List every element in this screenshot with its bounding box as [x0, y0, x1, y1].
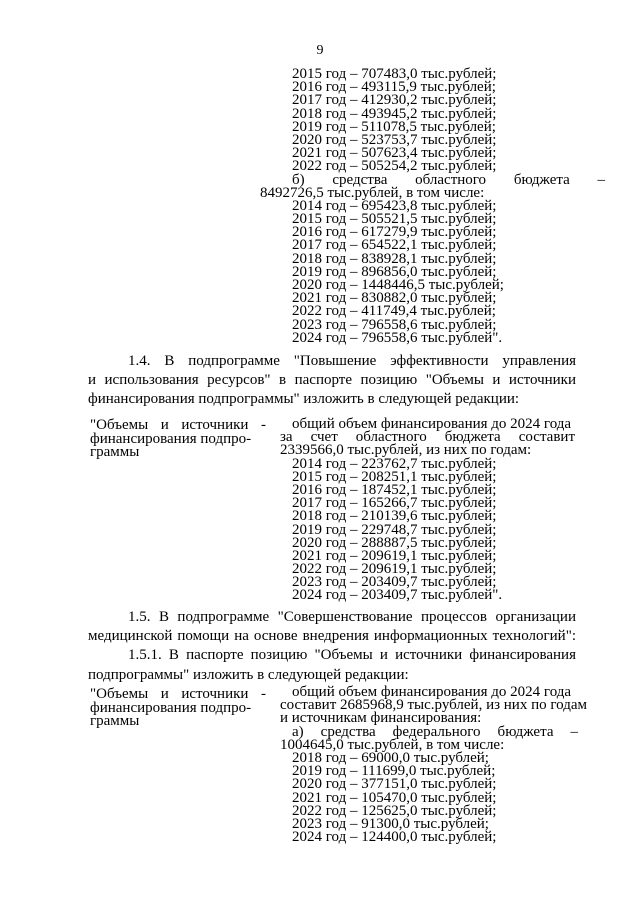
description-line: 2339566,0 тыс.рублей, из них по годам:: [280, 442, 532, 459]
paragraph-line: медицинской помощи на основе внедрения информационных технологий":: [88, 628, 576, 645]
list-item: 2018 год – 210139,6 тыс.рублей;: [292, 508, 497, 525]
list-item: 2014 год – 223762,7 тыс.рублей;: [292, 455, 497, 472]
list-item: 2022 год – 209619,1 тыс.рублей;: [292, 561, 497, 578]
list-item: 2020 год – 523753,7 тыс.рублей;: [292, 131, 497, 148]
paragraph-1-4: [88, 352, 576, 410]
list-item: 2018 год – 838928,1 тыс.рублей;: [292, 250, 497, 267]
paragraph-line: и использования ресурсов" в паспорте позицию "Объемы и источники: [88, 372, 576, 389]
funding-description: [280, 418, 575, 603]
page-number: 9: [316, 43, 324, 58]
description-line: и источникам финансирования:: [280, 710, 482, 727]
label-line: "Объемы и источники -: [90, 417, 266, 433]
passport-label: [90, 688, 266, 729]
list-item: 2020 год – 288887,5 тыс.рублей;: [292, 534, 497, 551]
label-line: финансирования подпро-: [90, 699, 252, 716]
federal-budget-heading: а) средства федерального бюджета –: [292, 723, 578, 740]
list-item: 2021 год – 209619,1 тыс.рублей;: [292, 547, 497, 564]
regional-budget-heading: б) средства областного бюджета –: [292, 171, 605, 188]
list-item: 2019 год – 896856,0 тыс.рублей;: [292, 263, 497, 280]
description-line: за счет областного бюджета составит: [280, 429, 575, 446]
label-line: граммы: [90, 713, 140, 730]
list-item: 2023 год – 203409,7 тыс.рублей;: [292, 574, 497, 591]
description-line: общий объем финансирования до 2024 года: [292, 684, 572, 700]
list-item: 2019 год – 111699,0 тыс.рублей;: [292, 763, 496, 780]
list-item: 2019 год – 229748,7 тыс.рублей;: [292, 521, 497, 538]
list-item: 2021 год – 830882,0 тыс.рублей;: [292, 290, 497, 307]
label-line: граммы: [90, 444, 140, 461]
list-item: 2022 год – 411749,4 тыс.рублей;: [292, 303, 496, 320]
description-line: составит 2685968,9 тыс.рублей, из них по годам: [280, 697, 587, 714]
list-item: 2018 год – 493945,2 тыс.рублей;: [292, 105, 497, 122]
list-item: 2018 год – 69000,0 тыс.рублей;: [292, 749, 489, 766]
description-line: общий объем финансирования до 2024 года: [292, 416, 572, 432]
regional-budget-total: 8492726,5 тыс.рублей, в том числе:: [260, 184, 485, 201]
funding-description: [280, 684, 587, 846]
list-item: 2023 год – 91300,0 тыс.рублей;: [292, 815, 489, 832]
list-item: 2015 год – 707483,0 тыс.рублей;: [292, 66, 497, 82]
list-item: 2020 год – 1448446,5 тыс.рублей;: [292, 277, 504, 293]
list-item: 2016 год – 617279,9 тыс.рублей;: [292, 224, 497, 241]
list-item: 2017 год – 412930,2 тыс.рублей;: [292, 92, 497, 109]
label-line: "Объемы и источники -: [90, 686, 266, 702]
federal-budget-total: 1004645,0 тыс.рублей, в том числе:: [280, 736, 505, 753]
paragraph-line: 1.4. В подпрограмме "Повышение эффективности управления: [128, 353, 576, 369]
list-item: 2024 год – 203409,7 тыс.рублей".: [292, 587, 503, 604]
list-item: 2014 год – 695423,8 тыс.рублей;: [292, 197, 497, 214]
list-item: 2021 год – 507623,4 тыс.рублей;: [292, 145, 497, 162]
list-item: 2016 год – 187452,1 тыс.рублей;: [292, 481, 497, 498]
list-item: 2022 год – 125625,0 тыс.рублей;: [292, 802, 497, 819]
list-item: 2023 год – 796558,6 тыс.рублей;: [292, 316, 497, 333]
list-item: 2015 год – 505521,5 тыс.рублей;: [292, 211, 497, 228]
list-item: 2024 год – 796558,6 тыс.рублей".: [292, 329, 503, 346]
paragraph-1-5: [88, 608, 576, 685]
paragraph-line: 1.5.1. В паспорте позицию "Объемы и источники финансирования: [128, 647, 576, 664]
paragraph-line: подпрограммы" изложить в следующей редакции:: [88, 666, 409, 683]
passport-label: [90, 419, 266, 460]
list-item: 2015 год – 208251,1 тыс.рублей;: [292, 468, 497, 485]
list-item: 2017 год – 654522,1 тыс.рублей;: [292, 237, 497, 254]
list-item: 2024 год – 124400,0 тыс.рублей;: [292, 829, 497, 846]
list-item: 2021 год – 105470,0 тыс.рублей;: [292, 789, 497, 806]
funding-list-continued: [260, 66, 605, 346]
label-line: финансирования подпро-: [90, 430, 252, 447]
list-item: 2017 год – 165266,7 тыс.рублей;: [292, 495, 497, 512]
list-item: 2022 год – 505254,2 тыс.рублей;: [292, 158, 497, 175]
list-item: 2016 год – 493115,9 тыс.рублей;: [292, 79, 496, 96]
list-item: 2019 год – 511078,5 тыс.рублей;: [292, 118, 496, 135]
paragraph-line: финансирования подпрограммы" изложить в следующей редакции:: [88, 391, 520, 408]
list-item: 2020 год – 377151,0 тыс.рублей;: [292, 776, 497, 793]
paragraph-line: 1.5. В подпрограмме "Совершенствование процессов организации: [128, 609, 576, 625]
